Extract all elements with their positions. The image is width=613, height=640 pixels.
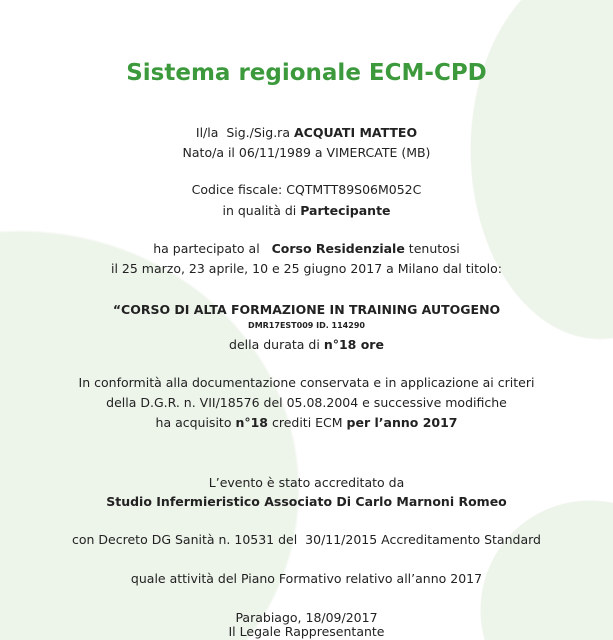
role: Partecipante (300, 203, 391, 218)
course-name: “CORSO DI ALTA FORMAZIONE IN TRAINING AUTOGENO (112, 302, 501, 317)
accreditation-intro: L’evento è stato accreditato da (208, 475, 405, 490)
course-type-line (0, 241, 613, 257)
course-type: Corso Residenziale (271, 241, 405, 256)
provider-name: Studio Infermieristico Associato Di Carlo Marnoni Romeo (106, 494, 507, 509)
training-plan: quale attività del Piano Formativo relativo all’anno 2017 (130, 571, 483, 586)
document-title: Sistema regionale ECM-CPD (126, 60, 487, 86)
duration-prefix: della durata di (229, 337, 324, 352)
credits-line-3 (0, 415, 613, 431)
birth-info: Nato/a il 06/11/1989 a VIMERCATE (MB) (182, 145, 431, 160)
credits-year: per l’anno 2017 (346, 415, 458, 430)
credits-line-2: della D.G.R. n. VII/18576 del 05.08.2004 e successive modifiche (106, 395, 507, 410)
course-code: DMR17EST009 ID. 114290 (248, 321, 365, 330)
credits-middle: crediti ECM (268, 415, 347, 430)
decree: con Decreto DG Sanità n. 10531 del 30/11/2015 Accreditamento Standard (72, 532, 541, 547)
name-prefix: Il/la Sig./Sig.ra (195, 125, 294, 140)
course-intro-suffix: tenutosi (404, 241, 460, 256)
credits-prefix: ha acquisito (155, 415, 236, 430)
duration-line (0, 337, 613, 353)
course-dates: il 25 marzo, 23 aprile, 10 e 25 giugno 2017 a Milano dal titolo: (110, 261, 502, 276)
credits-count: n°18 (235, 415, 268, 430)
duration: n°18 ore (323, 337, 384, 352)
role-line (0, 203, 613, 219)
credits-line-1: In conformità alla documentazione conservata e in applicazione ai criteri (78, 375, 535, 390)
place-date: Parabiago, 18/09/2017 (235, 610, 378, 625)
signatory: Il Legale Rappresentante (228, 624, 385, 639)
person-name: ACQUATI MATTEO (293, 125, 418, 140)
role-prefix: in qualità di (222, 203, 301, 218)
person-name-line (0, 125, 613, 141)
course-intro: ha partecipato al (153, 241, 272, 256)
fiscal-code: Codice fiscale: CQTMTT89S06M052C (191, 182, 422, 197)
